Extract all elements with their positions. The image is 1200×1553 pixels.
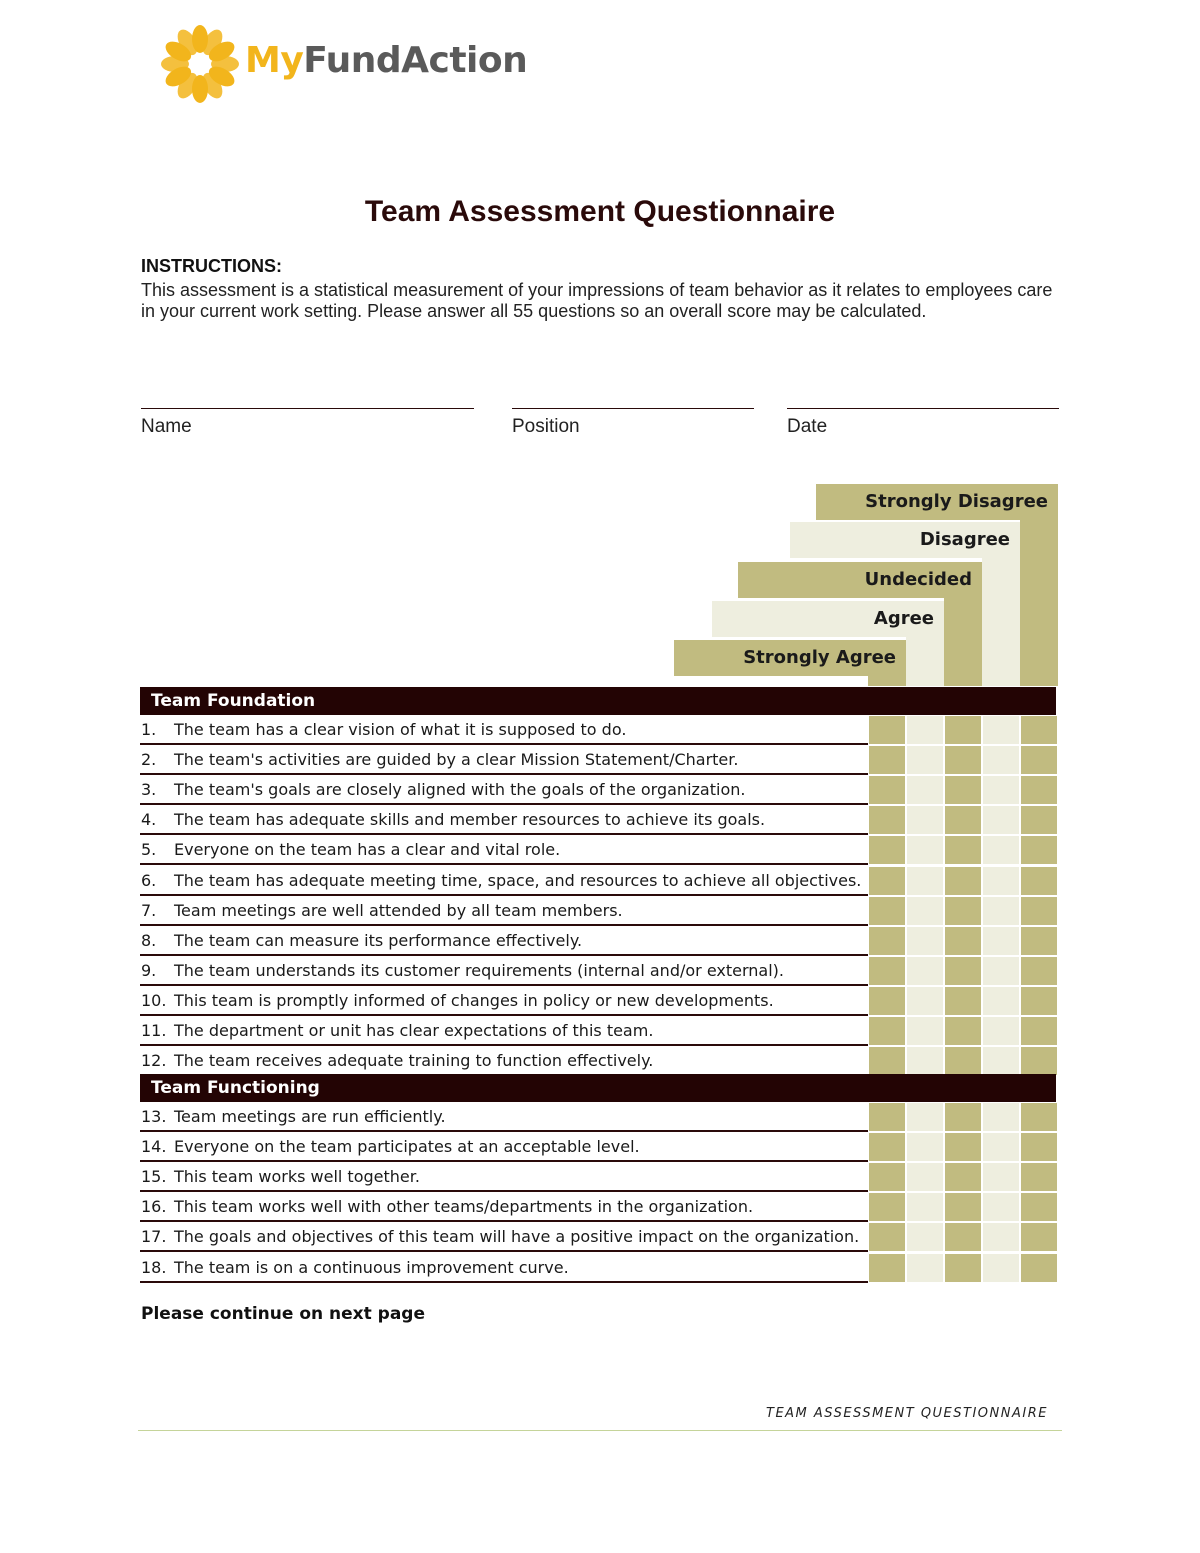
answer-cell-agree[interactable] (907, 987, 943, 1015)
answer-cell-agree[interactable] (907, 806, 943, 834)
answer-cell-strongly-agree[interactable] (869, 1133, 905, 1161)
scale-strongly-agree: Strongly Agree (674, 640, 906, 676)
answer-cell-disagree[interactable] (983, 716, 1019, 744)
question-row (141, 1192, 753, 1222)
answer-cell-strongly-disagree[interactable] (1021, 806, 1057, 834)
page-title: Team Assessment Questionnaire (364, 195, 836, 228)
answer-cell-undecided[interactable] (945, 1254, 981, 1282)
answer-cell-strongly-agree[interactable] (869, 1047, 905, 1075)
question-text: The team has a clear vision of what it is supposed to do. (174, 720, 627, 739)
question-text: The team's goals are closely aligned with the goals of the organization. (174, 780, 746, 800)
answer-cell-strongly-agree[interactable] (869, 836, 905, 864)
answer-cell-agree[interactable] (907, 1047, 943, 1075)
answer-cell-agree[interactable] (907, 1103, 943, 1131)
question-row (141, 986, 774, 1016)
question-text: The team has adequate skills and member resources to achieve its goals. (174, 810, 766, 830)
question-row (141, 1253, 569, 1283)
answer-cell-agree[interactable] (907, 1163, 943, 1191)
answer-cell-undecided[interactable] (945, 776, 981, 804)
name-field-line[interactable] (141, 408, 474, 409)
question-row (141, 896, 623, 926)
brand-logo (245, 40, 527, 81)
answer-cell-agree[interactable] (907, 1254, 943, 1282)
question-number: 2. (141, 750, 157, 770)
answer-cell-disagree[interactable] (983, 867, 1019, 895)
answer-cell-strongly-agree[interactable] (869, 1254, 905, 1282)
scale-undecided: Undecided (738, 562, 982, 598)
answer-cell-disagree[interactable] (983, 1163, 1019, 1191)
question-text: The team receives adequate training to function effectively. (174, 1051, 654, 1071)
question-row (141, 715, 626, 745)
answer-cell-undecided[interactable] (945, 746, 981, 774)
answer-cell-agree[interactable] (907, 746, 943, 774)
answer-cell-disagree[interactable] (983, 806, 1019, 834)
answer-cell-agree[interactable] (907, 867, 943, 895)
question-number: 17. (141, 1227, 167, 1247)
footer-title: TEAM ASSESSMENT QUESTIONNAIRE (766, 1406, 1048, 1421)
answer-cell-strongly-disagree[interactable] (1021, 1133, 1057, 1161)
question-text: This team is promptly informed of changes in policy or new developments. (174, 990, 774, 1010)
answer-cell-strongly-disagree[interactable] (1021, 1223, 1057, 1251)
answer-cell-undecided[interactable] (945, 987, 981, 1015)
question-number: 13. (141, 1107, 167, 1126)
date-field-line[interactable] (787, 408, 1059, 409)
question-text: The goals and objectives of this team will have a positive impact on the organization. (174, 1227, 860, 1247)
answer-cell-strongly-disagree[interactable] (1021, 987, 1057, 1015)
row-divider (140, 1281, 868, 1283)
question-row (141, 956, 784, 986)
date-label: Date (787, 416, 828, 437)
answer-cell-disagree[interactable] (983, 957, 1019, 985)
answer-cell-agree[interactable] (907, 957, 943, 985)
question-text: Team meetings are well attended by all team members. (174, 900, 623, 920)
answer-cell-strongly-disagree[interactable] (1021, 927, 1057, 955)
answer-cell-disagree[interactable] (983, 1133, 1019, 1161)
answer-cell-undecided[interactable] (945, 897, 981, 925)
answer-cell-agree[interactable] (907, 1193, 943, 1221)
question-text: The department or unit has clear expectations of this team. (174, 1021, 654, 1040)
question-number: 11. (141, 1021, 167, 1040)
continue-note: Please continue on next page (141, 1304, 426, 1324)
question-number: 4. (141, 810, 157, 830)
question-text: The team has adequate meeting time, space, and resources to achieve all objectives. (174, 870, 862, 890)
answer-cell-strongly-disagree[interactable] (1021, 1254, 1057, 1282)
question-text: The team understands its customer requirements (internal and/or external). (174, 960, 784, 980)
answer-cell-agree[interactable] (907, 1133, 943, 1161)
answer-cell-disagree[interactable] (983, 1103, 1019, 1131)
question-row (141, 1046, 653, 1076)
name-label: Name (141, 416, 192, 437)
section-header-team-foundation: Team Foundation (140, 687, 1056, 715)
answer-cell-strongly-agree[interactable] (869, 716, 905, 744)
answer-cell-undecided[interactable] (945, 716, 981, 744)
question-number: 10. (141, 990, 167, 1010)
answer-cell-strongly-disagree[interactable] (1021, 897, 1057, 925)
position-field-line[interactable] (512, 408, 754, 409)
answer-cell-undecided[interactable] (945, 1017, 981, 1045)
scale-agree: Agree (712, 601, 944, 637)
answer-cell-strongly-disagree[interactable] (1021, 1017, 1057, 1045)
answer-cell-disagree[interactable] (983, 1223, 1019, 1251)
position-label: Position (512, 416, 580, 437)
instructions-label: INSTRUCTIONS: (141, 256, 282, 276)
answer-cell-agree[interactable] (907, 1223, 943, 1251)
question-text: Everyone on the team participates at an acceptable level. (174, 1137, 640, 1157)
answer-cell-undecided[interactable] (945, 867, 981, 895)
question-number: 3. (141, 780, 157, 800)
answer-cell-undecided[interactable] (945, 806, 981, 834)
sun-flower-icon (160, 24, 240, 104)
answer-cell-strongly-agree[interactable] (869, 867, 905, 895)
answer-cell-strongly-agree[interactable] (869, 776, 905, 804)
answer-cell-disagree[interactable] (983, 746, 1019, 774)
answer-cell-strongly-agree[interactable] (869, 1103, 905, 1131)
answer-cell-disagree[interactable] (983, 1254, 1019, 1282)
answer-cell-disagree[interactable] (983, 987, 1019, 1015)
answer-cell-undecided[interactable] (945, 1163, 981, 1191)
question-row (141, 1162, 420, 1192)
answer-cell-disagree[interactable] (983, 897, 1019, 925)
question-number: 9. (141, 960, 157, 980)
question-row (141, 745, 738, 775)
scale-disagree: Disagree (790, 522, 1020, 558)
answer-cell-strongly-disagree[interactable] (1021, 716, 1057, 744)
question-number: 1. (141, 720, 157, 739)
answer-cell-undecided[interactable] (945, 1193, 981, 1221)
answer-cell-undecided[interactable] (945, 1223, 981, 1251)
answer-cell-disagree[interactable] (983, 1047, 1019, 1075)
question-text: The team's activities are guided by a clear Mission Statement/Charter. (174, 750, 739, 770)
answer-cell-strongly-disagree[interactable] (1021, 1193, 1057, 1221)
answer-cell-agree[interactable] (907, 836, 943, 864)
answer-cell-undecided[interactable] (945, 957, 981, 985)
answer-cell-strongly-agree[interactable] (869, 1193, 905, 1221)
question-row (141, 805, 765, 835)
answer-cell-disagree[interactable] (983, 1017, 1019, 1045)
question-number: 6. (141, 870, 157, 890)
question-text: This team works well with other teams/departments in the organization. (174, 1197, 754, 1217)
answer-cell-strongly-disagree[interactable] (1021, 867, 1057, 895)
question-text: This team works well together. (174, 1167, 420, 1187)
answer-cell-undecided[interactable] (945, 927, 981, 955)
footer-divider (138, 1430, 1062, 1431)
section-header-team-functioning: Team Functioning (140, 1074, 1056, 1102)
question-number: 5. (141, 840, 157, 860)
question-row (141, 1132, 640, 1162)
answer-cell-strongly-agree[interactable] (869, 987, 905, 1015)
question-row (141, 866, 861, 896)
answer-cell-undecided[interactable] (945, 1133, 981, 1161)
answer-cell-disagree[interactable] (983, 776, 1019, 804)
answer-cell-strongly-agree[interactable] (869, 1163, 905, 1191)
question-number: 12. (141, 1051, 167, 1071)
answer-cell-disagree[interactable] (983, 836, 1019, 864)
question-row (141, 835, 560, 865)
question-text: The team is on a continuous improvement curve. (174, 1257, 569, 1277)
answer-cell-strongly-agree[interactable] (869, 1017, 905, 1045)
instructions-text: This assessment is a statistical measurement of your impressions of team behavior as it relates to employees care in your current work setting. Please answer all 55 questions so an overall score may be calculated. (141, 280, 1053, 321)
question-row (141, 1102, 446, 1132)
answer-cell-strongly-agree[interactable] (869, 927, 905, 955)
question-text: Team meetings are run efficiently. (174, 1107, 446, 1126)
brand-name-fundaction: FundAction (303, 40, 528, 81)
answer-cell-strongly-disagree[interactable] (1021, 746, 1057, 774)
answer-cell-agree[interactable] (907, 1017, 943, 1045)
question-row (141, 775, 745, 805)
question-row (141, 1016, 653, 1046)
answer-cell-strongly-agree[interactable] (869, 957, 905, 985)
answer-cell-agree[interactable] (907, 776, 943, 804)
question-number: 16. (141, 1197, 167, 1217)
question-number: 18. (141, 1257, 167, 1277)
question-text: The team can measure its performance effectively. (174, 930, 583, 950)
question-number: 7. (141, 900, 157, 920)
answer-cell-strongly-disagree[interactable] (1021, 957, 1057, 985)
answer-cell-strongly-agree[interactable] (869, 806, 905, 834)
answer-cell-disagree[interactable] (983, 927, 1019, 955)
scale-strongly-disagree: Strongly Disagree (816, 484, 1058, 520)
answer-cell-strongly-disagree[interactable] (1021, 836, 1057, 864)
answer-cell-strongly-disagree[interactable] (1021, 1163, 1057, 1191)
question-number: 15. (141, 1167, 167, 1187)
answer-cell-undecided[interactable] (945, 836, 981, 864)
answer-cell-undecided[interactable] (945, 1047, 981, 1075)
answer-cell-strongly-agree[interactable] (869, 897, 905, 925)
brand-name-my: My (245, 40, 304, 81)
answer-cell-agree[interactable] (907, 716, 943, 744)
question-row (141, 926, 582, 956)
question-number: 14. (141, 1137, 167, 1157)
question-number: 8. (141, 930, 157, 950)
question-row (141, 1222, 859, 1252)
question-text: Everyone on the team has a clear and vital role. (174, 840, 561, 860)
answer-cell-strongly-disagree[interactable] (1021, 1047, 1057, 1075)
answer-cell-agree[interactable] (907, 927, 943, 955)
answer-cell-agree[interactable] (907, 897, 943, 925)
answer-cell-strongly-agree[interactable] (869, 1223, 905, 1251)
answer-cell-strongly-disagree[interactable] (1021, 1103, 1057, 1131)
answer-cell-strongly-disagree[interactable] (1021, 776, 1057, 804)
answer-cell-disagree[interactable] (983, 1193, 1019, 1221)
answer-cell-undecided[interactable] (945, 1103, 981, 1131)
answer-cell-strongly-agree[interactable] (869, 746, 905, 774)
